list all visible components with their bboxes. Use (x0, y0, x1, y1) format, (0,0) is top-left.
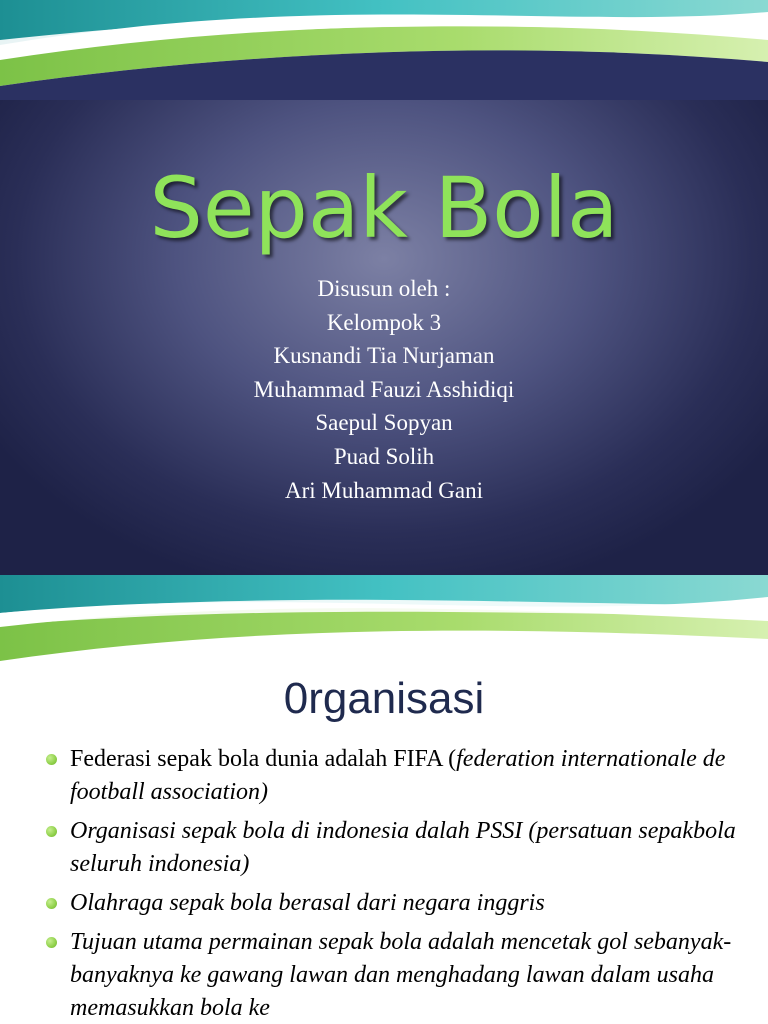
top-swoosh-decoration (0, 0, 768, 100)
author-list (0, 272, 768, 507)
author-line: Muhammad Fauzi Asshidiqi (253, 376, 515, 402)
slide-title: Sepak Bola (149, 159, 619, 257)
author-line: Puad Solih (333, 443, 435, 469)
author-line: Kusnandi Tia Nurjaman (273, 343, 495, 369)
author-line: Disusun oleh : (317, 276, 451, 301)
bullet-icon (46, 937, 57, 948)
list-item (46, 887, 746, 920)
bullet-icon (46, 898, 57, 909)
author-line: Kelompok 3 (326, 309, 442, 335)
author-line: Saepul Sopyan (315, 410, 453, 436)
bullet-text-italic: federation internationale de football association) (70, 746, 726, 805)
bullet-text: Federasi sepak bola dunia adalah FIFA ( (70, 746, 457, 772)
bullet-list (46, 743, 746, 1024)
list-item (46, 815, 746, 881)
bullet-icon (46, 754, 57, 765)
list-item (46, 926, 746, 1024)
bullet-text-italic: Organisasi sepak bola di indonesia dalah PSSI (persatuan sepakbola seluruh indonesia) (70, 818, 736, 877)
slide-heading: 0rganisasi (283, 674, 485, 723)
bullet-icon (46, 826, 57, 837)
top-swoosh-decoration (0, 575, 768, 670)
author-line: Ari Muhammad Gani (284, 477, 483, 503)
content-slide (0, 575, 768, 1024)
bullet-text-italic: Olahraga sepak bola berasal dari negara inggris (70, 890, 545, 916)
bullet-text-italic: Tujuan utama permainan sepak bola adalah mencetak gol sebanyak-banyaknya ke gawang lawan dan menghadang lawan dalam usaha memasukkan bola ke (70, 929, 732, 1021)
list-item (46, 743, 746, 809)
